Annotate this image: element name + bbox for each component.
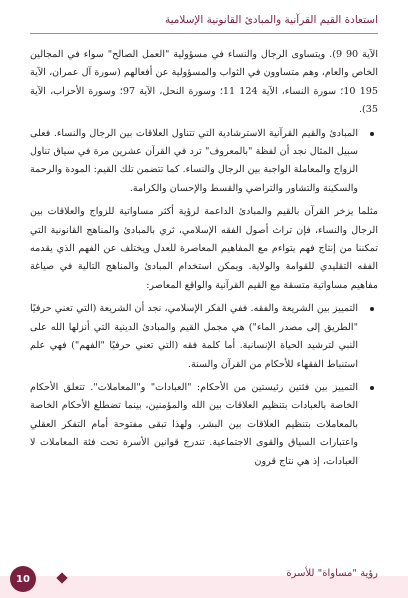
bullet-ibadat-muamalat: التمييز بين فئتين رئيستين من الأحكام: "العبادات" و"المعاملات". تتعلق الأحكام الخاصة بالعبادات بتنظيم العلاقات بين الله والمؤمنين، بينما تضطلع الأحكام الخاصة بالمعاملات بتنظيم العلاقات بين البشر، ولهذا تبقى مفتوحة أمام التفكر العقلي واعتبارات السياق والقوى الاجتماعية. تندرج قوانين الأسرة تحت فئة المعاملات لا العبادات، إذ هي نتاج قرون	[30, 379, 378, 471]
page-footer	[0, 554, 408, 598]
page-content	[30, 46, 378, 471]
page-header	[30, 14, 378, 32]
footer-title: رؤية "مساواة" للأسرة	[286, 568, 378, 579]
bullet-guiding-values: المبادئ والقيم القرآنية الاسترشادية التي تتناول العلاقات بين الرجال والنساء. فعلى سبيل المثال نجد أن لفظة "بالمعروف" ترد في القرآن عشرين مرة في سياق تناول الزواج والمعاملة الواجبة بين الرجال والنساء. كما تتضمن تلك القيم: المودة والرحمة والسكينة والتشاور والتراضي والقسط والإحسان والكرامة.	[30, 125, 378, 199]
header-rule	[30, 33, 378, 34]
header-title: استعادة القيم القرآنية والمبادئ القانونية الإسلامية	[164, 14, 378, 26]
page-number-badge: 10	[10, 566, 36, 592]
paragraph-2: مثلما يزخر القرآن بالقيم والمبادئ الداعمة لرؤية أكثر مساواتية للزواج والعلاقات بين الرجال والنساء، فإن تراث أصول الفقه الإسلامي، ثري بالمبادئ والمناهج القانونية التي تمكننا من إنتاج فهم يتواءم مع المفاهيم المعاصرة للعدل ويختلف عن الفهم الذي يقدمه الفقه التقليدي للقوامة والولاية. ويمكن استخدام المبادئ والمناهج التالية في صياغة مفاهيم مساواتية متسقة مع القيم القرآنية والواقع المعاصر:	[30, 206, 378, 291]
paragraph-1: الآية 90 9). ويتساوى الرجال والنساء في مسؤولية "العمل الصالح" سواء في المجالين الخاص والعام، وهم متساوون في الثواب والمسؤولية عن أفعالهم (سورة آل عمران، الآية 195 10؛ سورة النساء، الآية 124 11؛ وسورة النحل، الآية 97؛ وسورة الأحزاب، الآية 35).	[30, 49, 378, 116]
bullet-sharia-fiqh: التمييز بين الشريعة والفقه. ففي الفكر الإسلامي، نجد أن الشريعة (التي تعني حرفيًا "الطريق إلى مصدر الماء") هي مجمل القيم والمبادئ الدينية التي أنزلها الله على النبي لترشيد الحياة الإنسانية. أما كلمة فقه (التي تعني حرفيًا "الفهم") فهي علم استنباط الفقهاء للأحكام من القرآن والسنة.	[30, 300, 378, 374]
